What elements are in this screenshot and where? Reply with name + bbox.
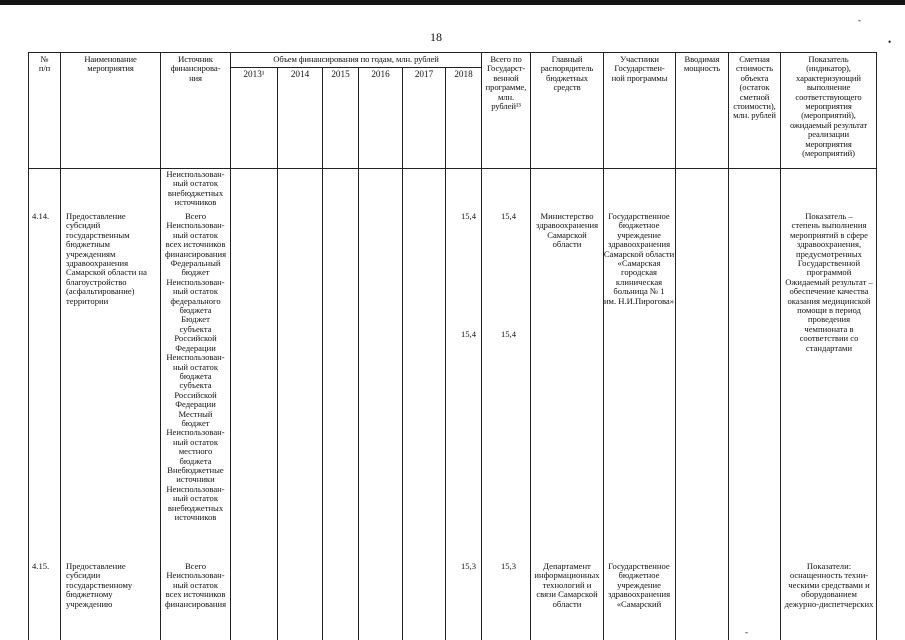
header-cost: Сметная стоимость объекта (остаток сметной стоимости), млн. рублей [733,54,776,121]
row-program-total: 15,4 [500,211,516,221]
header-indicator: Показатель (индикатор), характеризующий выполнение соответствующего мероприятия (мероприятий), ожидаемый результат реализации мероприятия (мероприятий) [789,54,868,159]
row-rule [28,168,876,169]
row-sources: Всего Неиспользован- ный остаток всех источников финансирования [164,561,227,609]
column-rule [60,52,61,640]
header-year-2017: 2017 [414,69,434,79]
row-indicator: Показатель – степень выполнения мероприятий в сфере здравоохранения, предусмотренных Государственной программой Ожидаемый результат – обеспечение качества оказания медицинской помощи в период проведения чемпионата в соответствии со стандартами [785,211,873,353]
row-sources: Всего Неиспользован- ный остаток всех источников финансирования Федеральный бюджет Неиспользован- ный остаток федерального бюджета Бюджет субъекта Российской Федерации Неиспользован- ный остаток бюджета субъекта Российской Федерации Местный бюджет Неиспользован- ный остаток местного бюджета Внебюджетные источники Неиспользован- ный остаток внебюджетных источников [164,211,227,522]
header-total: Всего по Государст- венной программе, млн. рублей¹³ [485,54,527,112]
row-participants: Государственное бюджетное учреждение здравоохранения Самарской области «Самарская городская клиническая больница № 1 им. Н.И.Пирогова» [603,211,675,306]
row-2018-total: 15,3 [460,561,476,571]
column-rule [28,52,29,640]
row-indicator: Показатели: оснащенность техни- ческими средствами и оборудованием дежурно-диспетчерских [784,561,874,609]
column-rule [230,52,231,640]
row-name: Предоставление субсидий государственным бюджетным учреждениям здравоохранения Самарской области на благоустройство (асфальтирование) территории [66,211,147,306]
header-funding: Объем финансирования по годам, млн. рублей [273,54,439,64]
scan-mark: - [745,627,748,637]
header-year-2018: 2018 [454,69,473,79]
header-year-2014: 2014 [290,69,310,79]
column-rule [402,68,403,640]
column-rule [675,52,676,640]
column-rule [358,68,359,640]
header-participants: Участники Государствен- ной программы [611,54,668,83]
top-border-bar [0,0,905,5]
column-rule [481,52,482,640]
scan-mark: - [858,15,861,25]
header-capacity: Вводимая мощность [683,54,721,74]
header-source: Источник финансирова- ния [170,54,221,83]
column-rule [277,68,278,640]
row-name: Предоставление субсидии государственному бюджетному учреждению [66,561,133,609]
row-2018-region: 15,4 [460,329,476,339]
header-year-2016: 2016 [371,69,390,79]
scan-mark: • [888,37,892,47]
page-number: 18 [430,30,442,44]
column-rule [530,52,531,640]
header-year-2013: 2013¹ [243,69,265,79]
row-manager: Департамент информационных технологий и связи Самарской области [534,561,600,609]
column-rule [728,52,729,640]
row-number: 4.14. [32,211,50,221]
row-number: 4.15. [32,561,50,571]
financing-table [28,52,876,640]
header-name: Наименование мероприятия [84,54,137,74]
header-year-2015: 2015 [331,69,350,79]
carry-over-sources: Неиспользован- ный остаток внебюджетных источников [166,169,225,208]
header-manager: Главный распорядитель бюджетных средств [540,54,594,93]
row-rule [230,67,481,68]
column-rule [603,52,604,640]
column-rule [322,68,323,640]
header-number: № п/п [38,54,51,74]
row-manager: Министерство здравоохранения Самарской области [535,211,599,250]
column-rule [445,68,446,640]
row-2018-total: 15,4 [460,211,476,221]
row-program-total: 15,3 [500,561,516,571]
row-rule [28,52,876,53]
row-program-region: 15,4 [500,329,516,339]
row-participants: Государственное бюджетное учреждение здравоохранения «Самарский [607,561,671,609]
